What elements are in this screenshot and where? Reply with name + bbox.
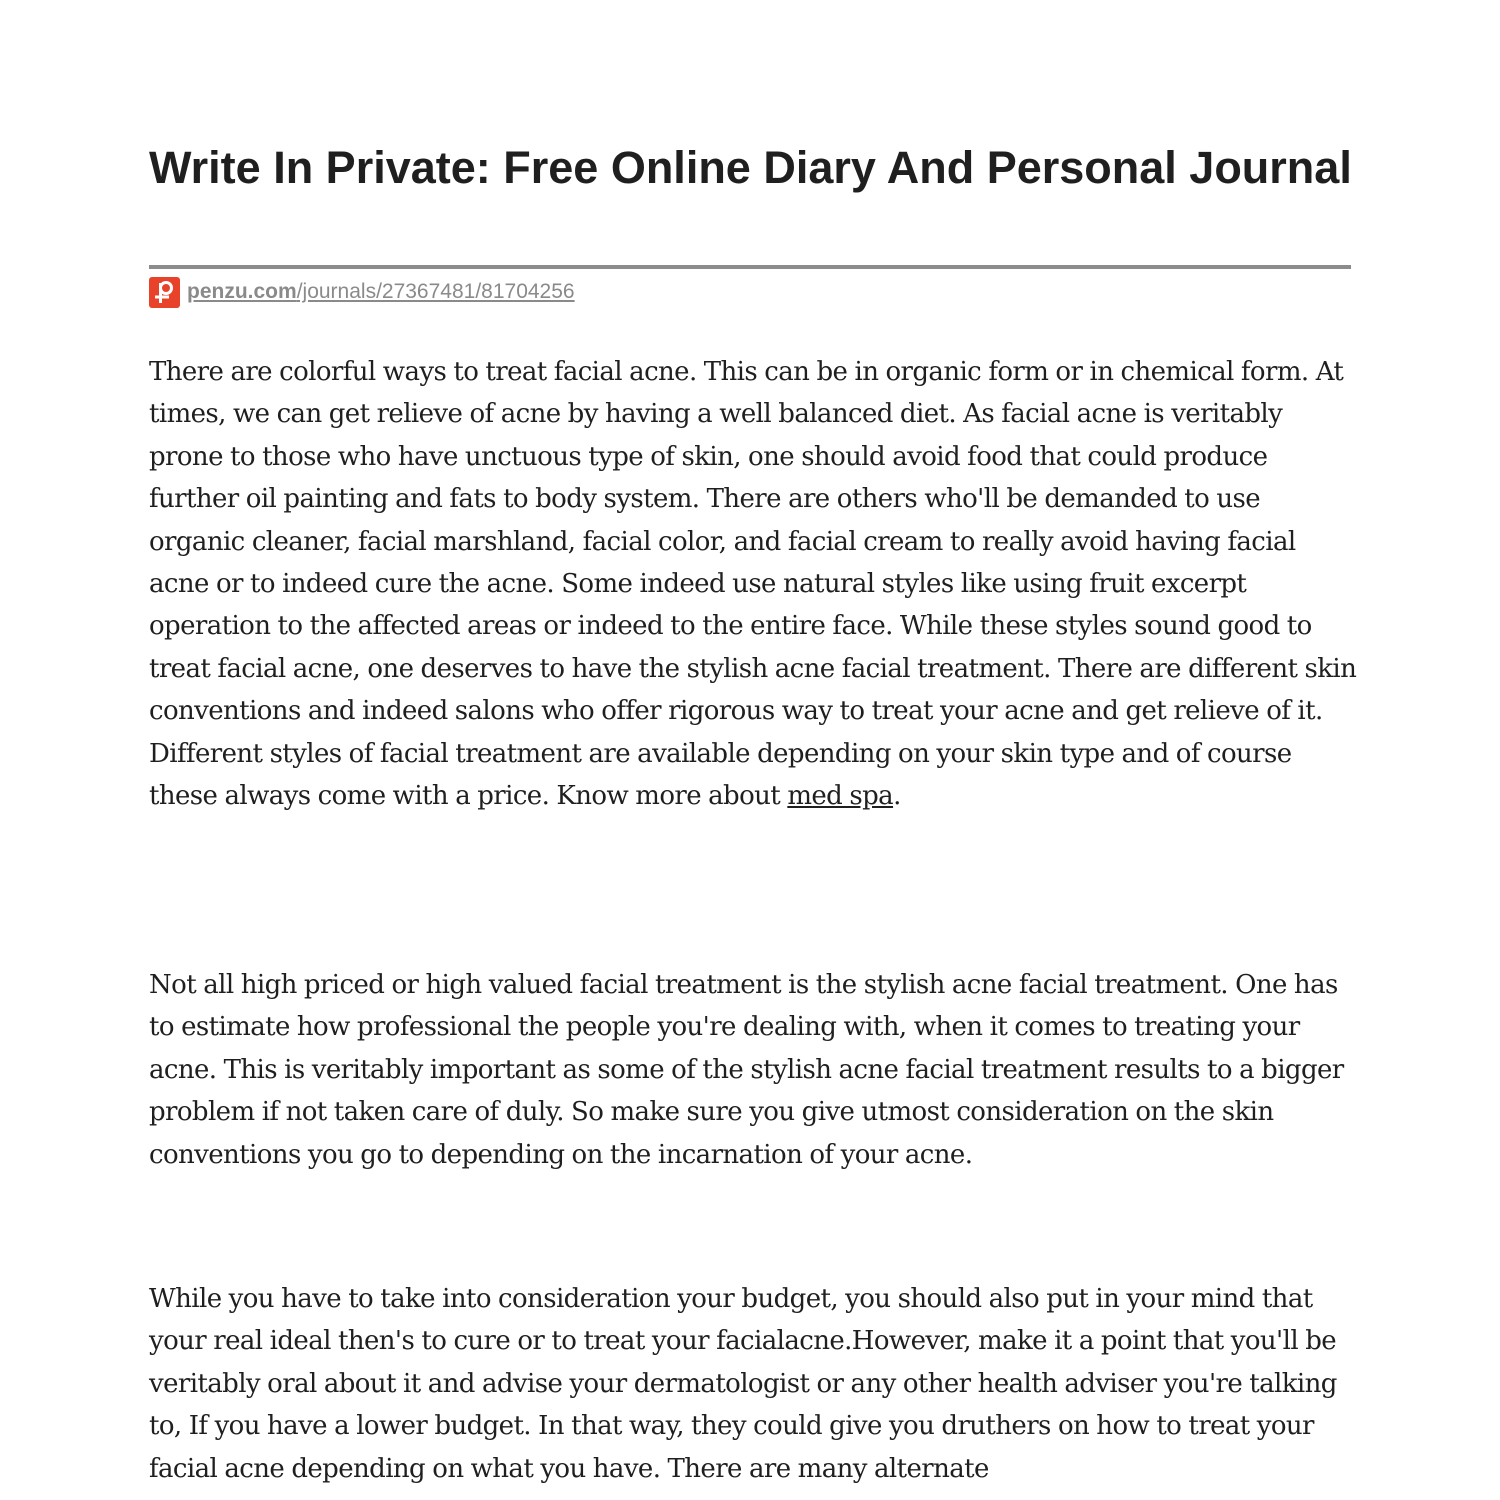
paragraph-2: Not all high priced or high valued facial treatment is the stylish acne facial treatment. One has to estimate how professional the people you're dealing with, when it comes to treating your acne. This is veritably important as some of the stylish acne facial treatment results to a bigger problem if not taken care of duly. So make sure you give utmost consideration on the skin conventions you go to depending on the incarnation of your acne.	[149, 970, 1344, 1170]
source-url-link[interactable]	[187, 280, 575, 304]
source-line	[149, 276, 575, 308]
med-spa-link[interactable]: med spa	[787, 781, 894, 812]
source-host: penzu.com	[187, 280, 297, 303]
title-divider	[149, 265, 1351, 269]
paragraph-1-trailing: .	[893, 781, 901, 812]
paragraph-1-text: There are colorful ways to treat facial acne. This can be in organic form or in chemical form. At times, we can get relieve of acne by having a well balanced diet. As facial acne is veritably prone to those who have unctuous type of skin, one should avoid food that could produce further oil painting and fats to body system. There are others who'll be demanded to use organic cleaner, facial marshland, facial color, and facial cream to really avoid having facial acne or to indeed cure the acne. Some indeed use natural styles like using fruit excerpt operation to the affected areas or indeed to the entire face. While these styles sound good to treat facial acne, one deserves to have the stylish acne facial treatment. There are different skin conventions and indeed salons who offer rigorous way to treat your acne and get relieve of it. Different styles of facial treatment are available depending on your skin type and of course these always come with a price. Know more about	[149, 357, 1357, 812]
paragraph-3: While you have to take into consideration your budget, you should also put in your mind that your real ideal then's to cure or to treat your facialacne.However, make it a point that you'll be veritably oral about it and advise your dermatologist or any other health adviser you're talking to, If you have a lower budget. In that way, they could give you druthers on how to treat your facial acne depending on what you have. There are many alternate	[149, 1284, 1337, 1484]
penzu-logo-icon	[149, 277, 180, 308]
page-title: Write In Private: Free Online Diary And Personal Journal	[149, 142, 1352, 193]
source-path: /journals/27367481/81704256	[296, 280, 575, 303]
paragraph-1	[149, 351, 1359, 817]
